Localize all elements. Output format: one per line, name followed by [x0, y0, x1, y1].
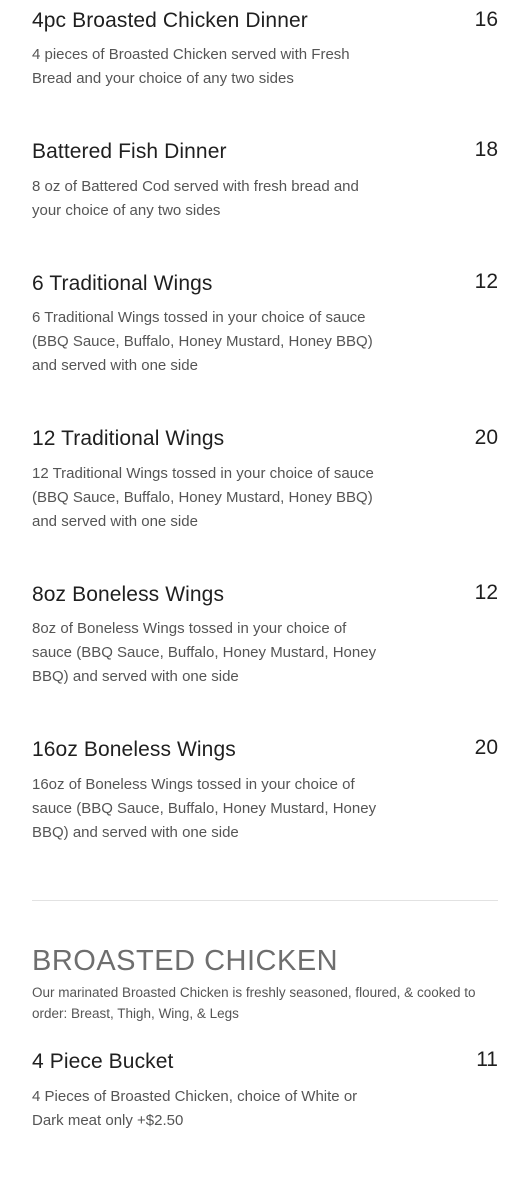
menu-item-name: Battered Fish Dinner — [32, 140, 227, 163]
menu-item-description: 16oz of Boneless Wings tossed in your choice of sauce (BBQ Sauce, Buffalo, Honey Mustard, Honey BBQ) and served with one side — [32, 776, 377, 841]
menu-item-name: 16oz Boneless Wings — [32, 738, 236, 761]
menu-item-price: 11 — [476, 1048, 498, 1071]
menu-item-price: 12 — [474, 581, 498, 604]
menu-item-price: 12 — [474, 270, 498, 293]
section-title: BROASTED CHICKEN — [32, 945, 339, 977]
menu-item-name: 4pc Broasted Chicken Dinner — [32, 9, 308, 32]
menu-item-name: 4 Piece Bucket — [32, 1050, 174, 1073]
section-description: Our marinated Broasted Chicken is freshly seasoned, floured, & cooked to order: Breast, Thigh, Wing, & Legs — [32, 985, 476, 1021]
menu-item-description: 8 oz of Battered Cod served with fresh bread and your choice of any two sides — [32, 178, 359, 219]
menu-item-description: 4 pieces of Broasted Chicken served with Fresh Bread and your choice of any two sides — [32, 46, 350, 87]
menu-item-description: 6 Traditional Wings tossed in your choice of sauce (BBQ Sauce, Buffalo, Honey Mustard, Honey BBQ) and served with one side — [32, 309, 373, 374]
section-divider — [32, 900, 498, 901]
menu-item-price: 18 — [474, 138, 498, 161]
menu-item-description: 12 Traditional Wings tossed in your choice of sauce (BBQ Sauce, Buffalo, Honey Mustard, Honey BBQ) and served with one side — [32, 465, 374, 530]
menu-item-price: 20 — [474, 736, 498, 759]
menu-item-description: 4 Pieces of Broasted Chicken, choice of White or Dark meat only +$2.50 — [32, 1088, 358, 1129]
menu-item-price: 16 — [474, 8, 498, 31]
menu-item-name: 6 Traditional Wings — [32, 272, 213, 295]
menu-item-price: 20 — [474, 426, 498, 449]
menu-item-name: 12 Traditional Wings — [32, 427, 225, 450]
menu-item-description: 8oz of Boneless Wings tossed in your choice of sauce (BBQ Sauce, Buffalo, Honey Mustard, Honey BBQ) and served with one side — [32, 620, 377, 685]
menu-item-name: 8oz Boneless Wings — [32, 583, 225, 606]
